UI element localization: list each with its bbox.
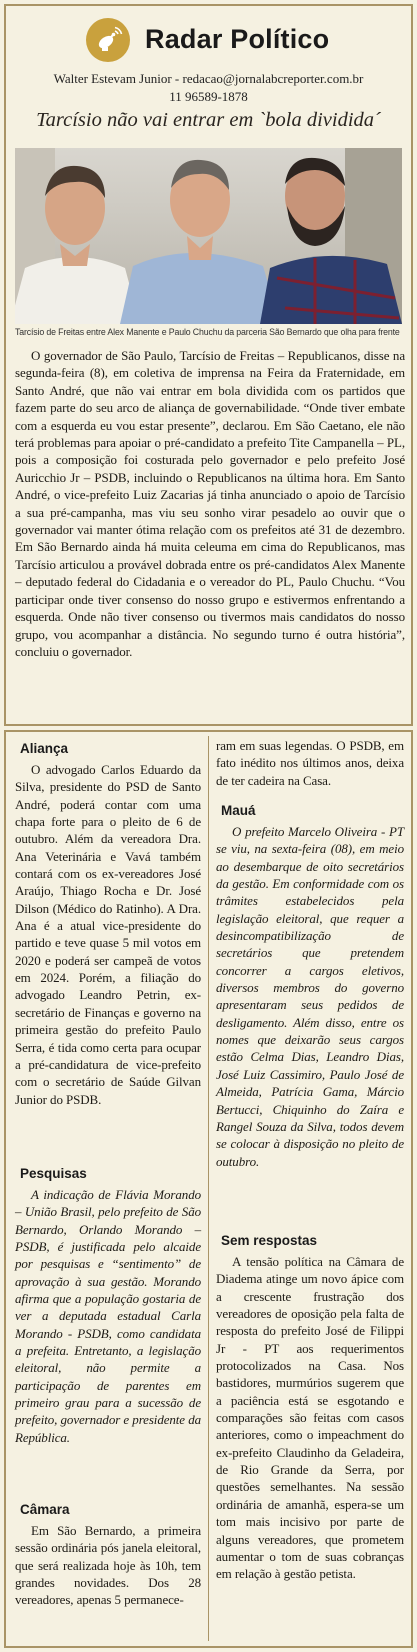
article-body-text: O governador de São Paulo, Tarcísio de Freitas – Republicanos, disse na segunda-feira (8), em coletiva de imprensa na Feira da Fraternidade, em Santo André, que não vai entrar em bola dividida com os partidos que fazem parte do seu arco de aliança de governabilidade. “Onde tiver embate com a esquerda eu vou estar presente”, declarou. Em São Caetano, ele não terá problemas para apoiar o pré-candidato a prefeito Tite Campanella – PL, pois a composição foi costurada pelo governador e pelo prefeito José Auricchio Jr – PSDB, incluindo o Republicanos na última hora. Em Santo André, o vice-prefeito Luiz Zacarias já tinha anunciado o apoio de Tarcísio a sua pré-campanha, mas viu seu sonho virar pesadelo ao ouvir que o governador vai manter ótima relação com os prefeitos até 31 de dezembro. Em São Bernardo ainda há muita celeuma em cima do Republicanos, mas Tarcísio articulou a provável dobrada entre os pré-candidatos Alex Manente – deputado federal do Cidadania e o vereador do PL, Paulo Chuchu. “Vou participar onde tiver consenso do nosso grupo e estivermos enfrentando a esquerda. Onde não tiver consenso ou tivermos mais candidatos do nosso grupo, vou acompanhar a distância. No segundo turno é outra história”, concluiu o governador.: [15, 348, 405, 659]
section-maua-text: O prefeito Marcelo Oliveira - PT se viu, na sexta-feira (08), em meio ao desembarque de oito secretários da gestão. Em conformidade com os trâmites estabelecidos pela legislação eleitoral, que requer a desincompatibilização de secretários que pretendem concorrer a cargos eletivos, diversos membros do governo apresentaram seus pedidos de desligamento. Além disso, entre os nomes que deixarão seus cargos estão Celma Dias, Leandro Dias, José Luiz Cassimiro, Paulo José de Almeida, Patrícia Gama, Márcio Bertucci, Chiquinho do Zaíra e Rangel Souza da Silva, todos devem se colocar à disposição no pleito de outubro.: [216, 824, 404, 1169]
satellite-dish-icon: [93, 25, 123, 55]
byline-phone: 11 96589-1878: [169, 89, 248, 104]
section-title-camara: Câmara: [20, 1502, 70, 1517]
section-camara: [15, 1522, 201, 1609]
section-camara-text: Em São Bernardo, a primeira sessão ordinária pós janela eleitoral, que será realizada hoje às 10h, tem grandes novidades. Dos 28 vereadores, apenas 5 permanece-: [15, 1523, 201, 1608]
section-camara-continued: [216, 737, 404, 789]
article-headline: Tarcísio não vai entrar em `bola dividida´: [36, 109, 381, 131]
column-logo: [86, 18, 130, 62]
section-title-pesquisas: Pesquisas: [20, 1166, 87, 1181]
section-maua: [216, 823, 404, 1170]
section-title-sem-respostas: Sem respostas: [221, 1233, 318, 1248]
article-body: [15, 347, 405, 660]
article-photo: [15, 148, 402, 324]
section-alianca-text: O advogado Carlos Eduardo da Silva, presidente do PSD de Santo André, poderá contar com uma chapa forte para o pleito de 6 de outubro. Além da vereadora Dra. Ana Veterinária e Vavá também contará com os ex-vereadores José Araújo, Thiago Rocha e Dr. José Dilson (Médico do Ratinho). A Dra. Ana é a atual vice-presidente do partido e teve quase 5 mil votos em 2020 e poderá ser campeã de votos em 2024. Porém, a filiação do advogado Leandro Petrin, ex-secretário de Finanças e governo na primeira gestão do prefeito Paulo Serra, é tida como certa para ocupar a pré-candidatura de vice-prefeito com o secretário de Saúde Gilvan Junior do PSDB.: [15, 762, 201, 1107]
column-title: Radar Político: [145, 24, 330, 54]
section-sem-respostas-text: A tensão política na Câmara de Diadema atinge um novo ápice com a crescente frustração dos vereadores de oposição pela falta de resposta do prefeito José de Filippi Jr - PT aos requerimentos protocolizados na Casa. Nos bastidores, murmúrios sugerem que a paciência está se esgotando e comparações são feitas com casos anteriores, como o impeachment do ex-prefeito Claudinho da Geladeira, de Rio Grande da Serra, por questões semelhantes. Na sessão ordinária de amanhã, espera-se um tom mais incisivo por parte de alguns vereadores, que prometem aumentar o tom de suas cobranças em relação à gestão petista.: [216, 1254, 404, 1582]
byline-contact: Walter Estevam Junior - redacao@jornalabcreporter.com.br: [53, 71, 364, 86]
section-camara-continued-text: ram em suas legendas. O PSDB, em fato inédito nos últimos anos, deixa de ter cadeira na Casa.: [216, 738, 404, 788]
photo-illustration: [15, 148, 402, 324]
section-sem-respostas: [216, 1253, 404, 1583]
section-title-alianca: Aliança: [20, 741, 69, 756]
section-pesquisas: [15, 1186, 201, 1446]
section-pesquisas-text: A indicação de Flávia Morando – União Brasil, pelo prefeito de São Bernardo, Orlando Morando – PSDB, é justificada pelo alcaide por pesquisas e “sentimento” de aprovação à sua gestão. Morando afirma que a população gostaria de ver a deputada estadual Carla Morando - PSDB, como candidata a prefeita. Entretanto, a legislação eleitoral, não permite a participação de parentes em primeiro grau para a sucessão de prefeito, governador e presidente da República.: [15, 1187, 201, 1445]
section-alianca: [15, 761, 201, 1108]
column-divider: [208, 736, 209, 1641]
photo-caption: Tarcísio de Freitas entre Alex Manente e Paulo Chuchu da parceria São Bernardo que olha para frente: [15, 327, 400, 337]
section-title-maua: Mauá: [221, 803, 256, 818]
